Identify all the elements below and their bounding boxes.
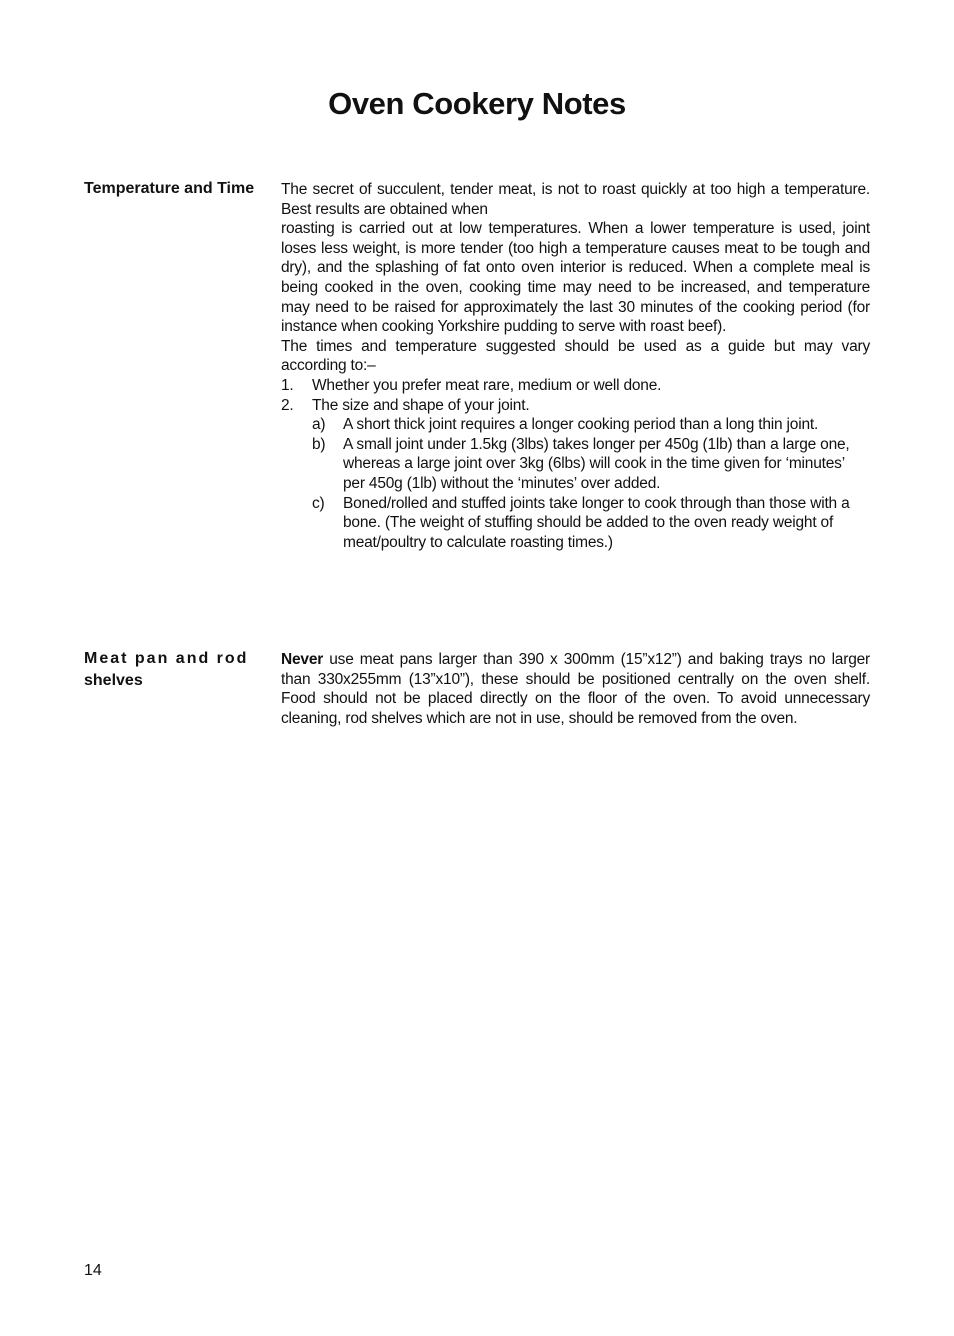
- list-marker: 1.: [281, 376, 294, 394]
- sublist-marker: a): [312, 416, 326, 434]
- sublist-item: [312, 494, 870, 553]
- section-body-meat-pan: [281, 650, 870, 728]
- list-item: [281, 396, 870, 416]
- sublist-marker: c): [312, 494, 325, 512]
- section-body-temperature: [281, 180, 870, 552]
- emphasis-never: Never: [281, 651, 324, 668]
- paragraph: The times and temperature suggested should be used as a guide but may vary according to:–: [281, 337, 870, 375]
- paragraph: roasting is carried out at low temperatures. When a lower temperature is used, joint loses less weight, is more tender (too high a temperature causes meat to be tough and dry), and the splashing of fat onto oven interior is reduced. When a complete meal is being cooked in the oven, cooking time may need to be increased, and temperature may need to be raised for approximately the last 30 minutes of the cooking period (for instance when cooking Yorkshire pudding to serve with roast beef).: [281, 220, 870, 336]
- sublist-item-text: A short thick joint requires a longer cooking period than a long thin joint.: [343, 416, 819, 434]
- sublist-item: [312, 435, 870, 494]
- section-heading-temperature: Temperature and Time: [84, 180, 255, 197]
- sublist-item: [312, 415, 870, 435]
- paragraph: [281, 650, 870, 728]
- list-item: [281, 376, 870, 396]
- section-heading-meat-pan: [84, 648, 259, 692]
- page-title: Oven Cookery Notes: [328, 86, 626, 121]
- list-item-text: The size and shape of your joint.: [312, 396, 530, 414]
- sublist-item-text: Boned/rolled and stuffed joints take longer to cook through than those with a bone. (The weight of stuffing should be added to the oven ready weight of meat/poultry to calculate roasting times.): [343, 494, 850, 551]
- list-item-text: Whether you prefer meat rare, medium or well done.: [312, 376, 662, 394]
- paragraph-text: use meat pans larger than 390 x 300mm (15”x12”) and baking trays no larger than 330x255mm (13”x10”), these should be positioned centrally on the oven shelf. Food should not be placed directly on the floor of the oven. To avoid unnecessary cleaning, rod shelves which are not in use, should be removed from the oven.: [281, 651, 870, 727]
- list-marker: 2.: [281, 396, 294, 414]
- page-number: 14: [84, 1262, 102, 1279]
- heading-line: Meat pan and rod: [84, 650, 249, 667]
- paragraph: The secret of succulent, tender meat, is not to roast quickly at too high a temperature. Best results are obtained when: [281, 181, 870, 218]
- numbered-list: [281, 376, 870, 415]
- sublist-marker: b): [312, 435, 326, 453]
- heading-line: shelves: [84, 672, 143, 689]
- sublist-item-text: A small joint under 1.5kg (3lbs) takes longer per 450g (1lb) than a large one, whereas a large joint over 3kg (6lbs) will cook in the time given for ‘minutes’ per 450g (1lb) without the ‘minutes’ over added.: [343, 435, 850, 492]
- lettered-sublist: [281, 415, 870, 552]
